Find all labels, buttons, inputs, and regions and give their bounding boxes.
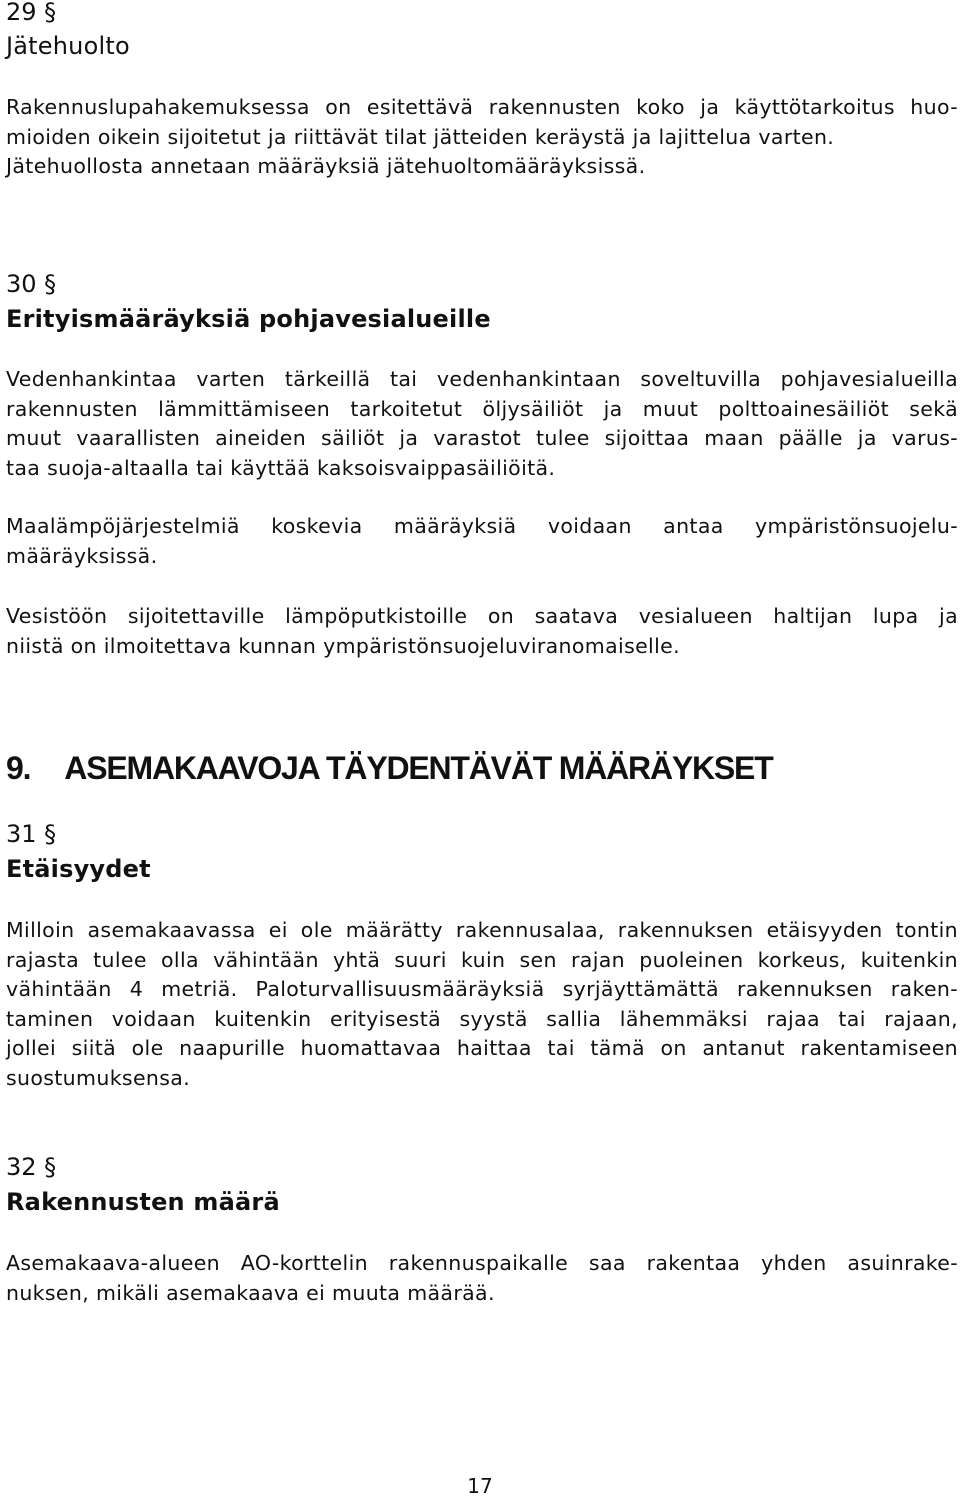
page-number: 17	[467, 1474, 493, 1498]
section-32-paragraph-1	[6, 1249, 958, 1308]
text-line: Vesistöön sijoitettaville lämpöputkistoille on saatava vesialueen haltijan lupa ja	[6, 604, 958, 628]
section-29-title: Jätehuolto	[6, 32, 130, 60]
section-30-paragraph-3	[6, 602, 958, 661]
text-line: jollei siitä ole naapurille huomattavaa haittaa tai tämä on antanut rakentamiseen	[6, 1036, 958, 1061]
section-30-paragraph-1	[6, 365, 958, 483]
text-line: suostumuksensa.	[6, 1065, 191, 1090]
section-31-number: 31 §	[6, 820, 57, 848]
text-line: taminen voidaan kuitenkin erityisestä syystä sallia lähemmäksi rajaa tai rajaan,	[6, 1006, 958, 1031]
text-line: niistä on ilmoitettava kunnan ympäristönsuojeluviranomaiselle.	[6, 633, 680, 658]
text-line: Rakennuslupahakemuksessa on esitettävä rakennusten koko ja käyttötarkoitus huo-	[6, 95, 958, 119]
section-31-title: Etäisyydet	[6, 855, 151, 883]
text-line: taa suoja-altaalla tai käyttää kaksoisvaippasäiliöitä.	[6, 455, 556, 480]
text-line: rajasta tulee olla vähintään yhtä suuri kuin sen rajan puoleinen korkeus, kuitenkin	[6, 947, 958, 972]
text-line: muut vaarallisten aineiden säiliöt ja varastot tulee sijoittaa maan päälle ja varus-	[6, 426, 958, 451]
chapter-number: 9.	[6, 750, 31, 786]
text-line: rakennusten lämmittämiseen tarkoitetut öljysäiliöt ja muut polttoainesäiliöt sekä	[6, 396, 958, 421]
section-29-paragraph-2	[6, 152, 958, 182]
chapter-title: ASEMAKAAVOJA TÄYDENTÄVÄT MÄÄRÄYKSET	[64, 750, 773, 786]
text-line: Maalämpöjärjestelmiä koskevia määräyksiä voidaan antaa ympäristönsuojelu-	[6, 514, 958, 538]
section-30-title: Erityismääräyksiä pohjavesialueille	[6, 305, 491, 333]
section-30-paragraph-2	[6, 512, 958, 571]
section-31-paragraph-1	[6, 916, 958, 1094]
text-line: Jätehuollosta annetaan määräyksiä jätehuoltomääräyksissä.	[6, 154, 646, 178]
text-line: Milloin asemakaavassa ei ole määrätty rakennusalaa, rakennuksen etäisyyden tontin	[6, 918, 958, 942]
text-line: vähintään 4 metriä. Paloturvallisuusmääräyksiä syrjäyttämättä rakennuksen raken-	[6, 977, 958, 1002]
text-line: Asemakaava-alueen AO-korttelin rakennuspaikalle saa rakentaa yhden asuinrake-	[6, 1251, 958, 1275]
chapter-heading	[6, 750, 773, 787]
text-line: Vedenhankintaa varten tärkeillä tai vedenhankintaan soveltuvilla pohjavesialueilla	[6, 367, 958, 391]
section-30-number: 30 §	[6, 270, 57, 298]
text-line: nuksen, mikäli asemakaava ei muuta määrää.	[6, 1280, 495, 1305]
section-29-number: 29 §	[6, 0, 57, 26]
section-32-number: 32 §	[6, 1153, 57, 1181]
section-29-paragraph-1	[6, 93, 958, 152]
text-line: määräyksissä.	[6, 543, 158, 568]
text-line: mioiden oikein sijoitetut ja riittävät tilat jätteiden keräystä ja lajittelua varten.	[6, 124, 835, 149]
section-32-title: Rakennusten määrä	[6, 1188, 280, 1216]
